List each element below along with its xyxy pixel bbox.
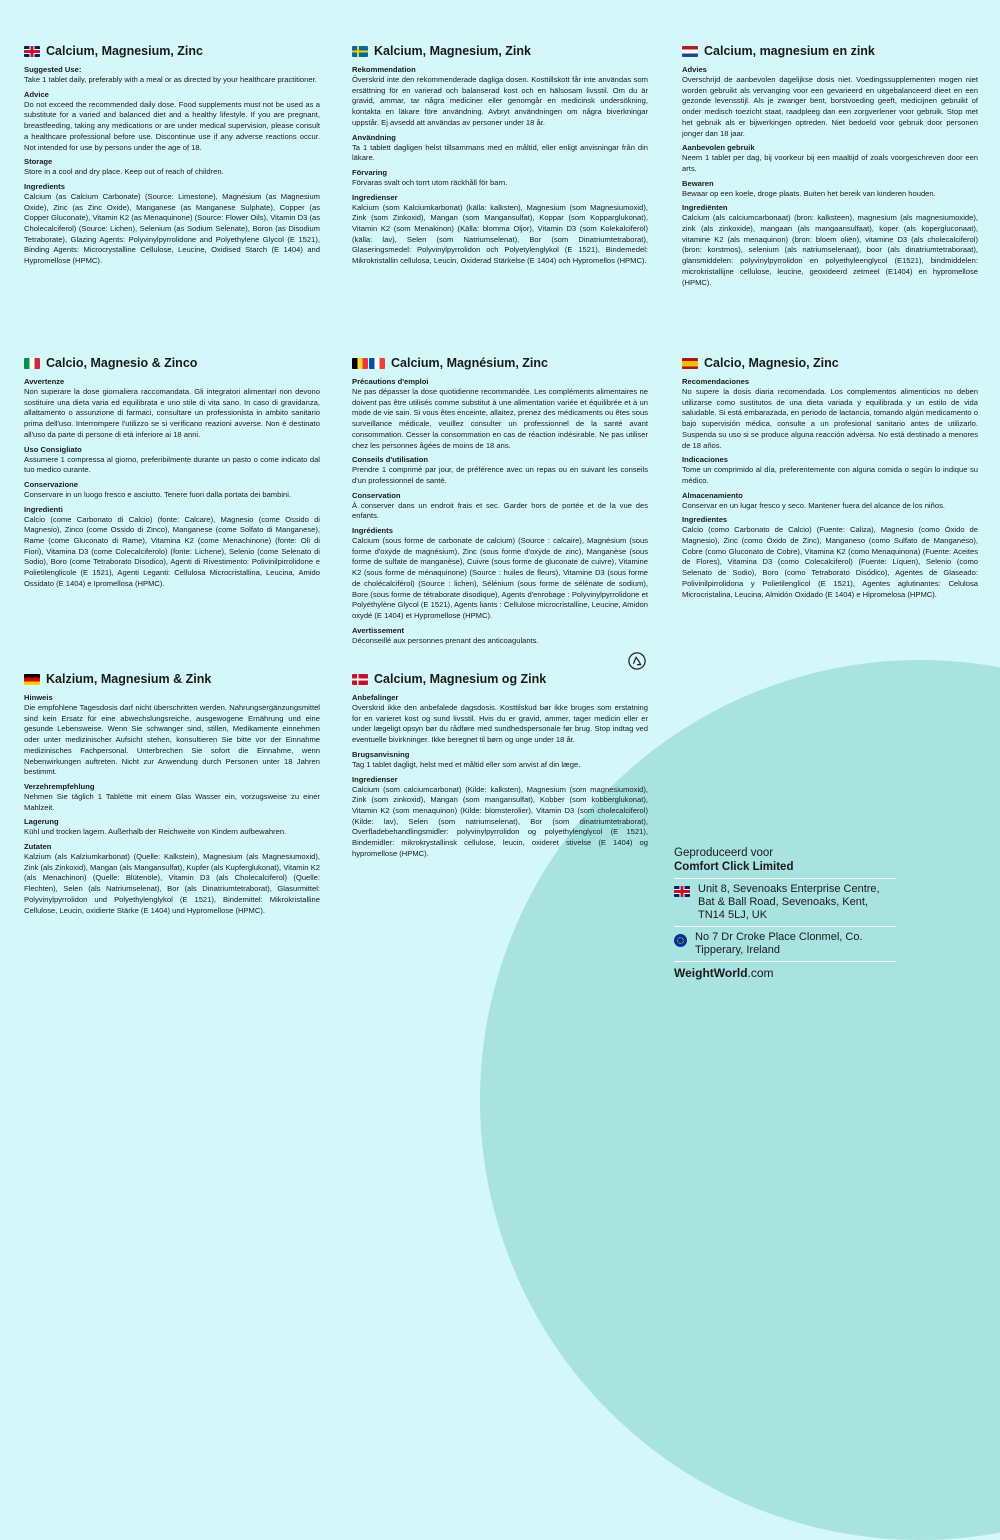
title-text: Calcium, Magnésium, Zinc (391, 356, 548, 370)
section-heading: Recomendaciones (682, 377, 750, 386)
germany-flag-icon (24, 674, 40, 685)
section-heading: Storage (24, 157, 53, 167)
denmark-flag-icon (352, 674, 368, 685)
section-body: No supere la dosis diaria recomendada. Los complementos alimenticios no deben utilizarse como sustitutos de una dieta variada y equilibrada y un estilo de vida saludable. Si está embarazada, en periodo de lactancia, tomando algún medicamento o bajo supervisión médica, consulte a un profesional sanitario antes de utilizarlo. Suspenda su uso si se produce alguna reacción adversa. No está destinado a menores de 18 años. (682, 387, 978, 450)
section-body: Kühl und trocken lagern. Außerhalb der Reichweite von Kindern aufbewahren. (24, 827, 287, 837)
section-body: Tome un comprimido al día, preferentemente con alguna comida o según lo indique su médico. (682, 465, 978, 485)
section-heading: Uso Consigliato (24, 444, 82, 454)
section-heading: Précautions d'emploi (352, 377, 429, 386)
section-heading: Avertissement (352, 625, 405, 635)
section-heading: Hinweis (24, 693, 53, 702)
address-uk-text: Unit 8, Sevenoaks Enterprise Centre, Bat & Ball Road, Sevenoaks, Kent, TN14 5LJ, UK (698, 883, 880, 921)
produced-for-label: Geproduceerd voor (674, 847, 774, 859)
section-heading: Bewaren (682, 178, 714, 188)
panel-italian (24, 356, 320, 590)
panel-german (24, 672, 320, 916)
manufacturer-footer (674, 846, 896, 980)
title-text: Calcio, Magnesio & Zinco (46, 356, 198, 370)
brand-bold: WeightWorld (674, 966, 748, 980)
uk-flag-icon (674, 886, 690, 897)
panel-french (352, 356, 648, 646)
section-heading: Anbefalinger (352, 693, 399, 702)
section-body: Bewaar op een koele, droge plaats. Buiten het bereik van kinderen houden. (682, 188, 936, 198)
section-heading: Conservation (352, 490, 401, 500)
belgium-flag-icon (352, 358, 368, 369)
section-body: Förvaras svalt och torrt utom räckhåll för barn. (352, 177, 508, 187)
section-body: Calcium (sous forme de carbonate de calcium) (Source : calcaire), Magnésium (sous forme d'oxyde de magnésium), Zinc (sous forme d'oxyde de zinc), Manganèse (sous forme de sulfate de manganèse), Cuivre (sous forme de gluconate de cuivre), Vitamine K2 (sous forme de ménaquinone) (Source : huiles de fleurs), Vitamine D3 (sous forme de cholécalciférol) (Source : lichen), Sélénium (sous forme de sélénate de sodium), Bore (sous forme de tétraborate disodique), Agents d'enrobage : Polyvinylpyrrolidone et Polyéthylène Glycol (E 1521), Agents liants : Cellulose microcristalline, Leucine, Amidon oxydé (E 1404) et Hypromellose (HPMC). (352, 536, 648, 620)
brand-rest: .com (747, 966, 774, 980)
address-ie (674, 926, 896, 961)
panel-danish (352, 672, 648, 859)
panel-title (352, 356, 648, 370)
section-heading: Indicaciones (682, 455, 729, 465)
section-body: Kalcium (som Kalciumkarbonat) (källa: kalksten), Magnesium (som Magnesiumoxid), Zink (som Zinkoxid), Mangan (som Mangansulfat), Koppar (som Kopparglukonat), Vitamin K2 (som Menakinon) (Källa: blomma Oljor), Vitamin D3 (som Kolekalciferol) (källa: lav), Selen (som Natriumselenat), Bor (som Dinatriumtetraborat), Glaseringsmedel: Polyvinylpyrrolidon och Polyetylenglykol (E 1521), Bindemedel: Mikrokristallin cellulosa, Leucin, Oxiderad Stärkelse (E 1404) och Hypromellos (HPMC). (352, 202, 648, 266)
section-heading: Conseils d'utilisation (352, 455, 429, 465)
recycling-icon (628, 652, 646, 670)
section-body: Calcium (as Calcium Carbonate) (Source: Limestone), Magnesium (as Magnesium Oxide), Zinc (as Zinc Oxide), Manganese (as Manganese Sulphate), Copper (as Copper Gluconate), Vitamin K2 (as Menaquinone) (Source: Flower Oils), Vitamin D3 (as Cholecalciferol) (Source: Lichen), Selenium (as Sodium Selenate), Boron (as Disodium Tetraborate), Glazing Agents: Polyvinylpyrrolidone and Polyethylene Glycol (E 1521), Binding Agents: Microcrystalline Cellulose, Leucine, Oxidised Starch (E 1404) and Hypromellose (HPMC). (24, 191, 320, 266)
section-body: Calcio (come Carbonato di Calcio) (fonte: Calcare), Magnesio (come Ossido di Magnesio), Zinco (come Ossido di Zinco), Manganese (come Solfato di Manganese), Rame (come Gluconato di Rame), Vitamina K2 (come Menachinone) (fonte: Oli di Fiori), Vitamina D3 (come Colecalciferolo) (fonte: Lichene), Selenio (come Selenato di Sodio), Boro (come Tetraborato Disodico), Agenti di Rivestimento: Polivinilpirrolidone e Polietilenglicole (E 1521), Agenti Leganti: Cellulosa Microcristallina, Leucina, Amido Ossidato (E 1404) e Ipromellosa (HPMC). (24, 514, 320, 588)
section-body: Conservar en un lugar fresco y seco. Mantener fuera del alcance de los niños. (682, 500, 945, 510)
section-heading: Ingredients (24, 181, 65, 191)
section-body: Die empfohlene Tagesdosis darf nicht überschritten werden. Nahrungsergänzungsmittel sind kein Ersatz für eine abwechslungsreiche, ausgewogene Ernährung und eine gesunde Lebensweise. Wenn Sie schwanger sind, stillen, Medikamente einnehmen oder unter medizinischer Aufsicht stehen, konsultieren Sie bitte vor der Einnahme medizinisches Fachpersonal. Unterbrechen Sie sofort die Einnahme, wenn Nebenwirkungen auftreten. Nicht zur Anwendung durch Personen unter 18 Jahren bestimmt. (24, 703, 320, 777)
brand-website (674, 961, 896, 980)
panel-english (24, 44, 320, 267)
section-heading: Ingredienti (24, 504, 63, 514)
section-heading: Conservazione (24, 479, 79, 489)
section-body: Déconseillé aux personnes prenant des anticoagulants. (352, 635, 539, 645)
panel-title (24, 356, 320, 370)
title-text: Calcio, Magnesio, Zinc (704, 356, 839, 370)
section-heading: Zutaten (24, 842, 52, 852)
panel-title (352, 44, 648, 58)
section-body: Assumere 1 compressa al giorno, preferibilmente durante un pasto o come indicato dal tuo medico curante. (24, 454, 320, 475)
panel-title (682, 44, 978, 58)
section-body: Store in a cool and dry place. Keep out of reach of children. (24, 167, 224, 177)
section-body: Calcium (als calciumcarbonaat) (bron: kalksteen), magnesium (als magnesiumoxide), zink (als zinkoxide), mangaan (als mangaansulfaat), koper (als kopergluconaat), vitamine K2 (als menaquinon) (bron: bloem oliën), vitamine D3 (als cholecalciferol) (bron: korstmos), selenium (als natriumselenaat), boor (als dinatriumtetraboraat), glansmiddelen: polyvinylpyrrolidon en polyethyleenglycol (E1521), bindmiddelen: microkristallijne cellulose, leucine, geoxideerd zetmeel (E1404) en hypromellose (HPMC). (682, 213, 978, 287)
title-text: Kalcium, Magnesium, Zink (374, 44, 531, 58)
title-text: Calcium, Magnesium og Zink (374, 672, 547, 686)
panel-spanish (682, 356, 978, 600)
section-body: Overschrijd de aanbevolen dagelijkse dosis niet. Voedingssupplementen mogen niet worden gebruikt als vervanging voor een gevarieerd en uitgebalanceerd dieet en een gezonde levensstijl. Als je zwanger bent, borstvoeding geeft, medicijnen gebruikt of onder medisch toezicht staat, raadpleeg dan een zorgverlener voor gebruik. Stop met het gebruik als er bijwerkingen optreden. Niet bedoeld voor gebruik door personen jonger dan 18 jaar. (682, 75, 978, 138)
section-heading: Förvaring (352, 167, 388, 177)
section-heading: Ingrédients (352, 526, 393, 536)
uk-flag-icon (24, 46, 40, 57)
section-body: Neem 1 tablet per dag, bij voorkeur bij een maaltijd of zoals voorgeschreven door een arts. (682, 153, 978, 173)
section-heading: Ingredienser (352, 192, 398, 202)
section-heading: Avvertenze (24, 377, 65, 386)
section-body: Prendre 1 comprimé par jour, de préférence avec un repas ou en suivant les conseils d'un professionnel de santé. (352, 465, 648, 485)
section-heading: Advies (682, 65, 707, 74)
section-heading: Aanbevolen gebruik (682, 143, 755, 153)
italy-flag-icon (24, 358, 40, 369)
section-body: Tag 1 tablet dagligt, helst med et måltid eller som anvist af din læge. (352, 759, 581, 769)
section-heading: Lagerung (24, 817, 59, 827)
panel-dutch (682, 44, 978, 288)
section-heading: Ingrediënten (682, 203, 728, 213)
section-body: Ta 1 tablett dagligen helst tillsammans med en måltid, eller enligt anvisningar från din läkare. (352, 142, 648, 163)
section-body: Take 1 tablet daily, preferably with a meal or as directed by your healthcare practitioner. (24, 75, 317, 84)
section-heading: Ingredienser (352, 774, 398, 784)
section-body: Do not exceed the recommended daily dose. Food supplements must not be used as a substitute for a varied and balanced diet and a healthy lifestyle. If you are pregnant, breastfeeding, taking any medications or are under medical supervision, please consult a healthcare professional before use. Discontinue use if any adverse reactions occur. Not intended for use by persons under the age of 18. (24, 99, 320, 152)
panel-title (24, 44, 320, 58)
title-text: Kalzium, Magnesium & Zink (46, 672, 212, 686)
spain-flag-icon (682, 358, 698, 369)
panel-title (682, 356, 978, 370)
section-body: Calcio (como Carbonato de Calcio) (Fuente: Caliza), Magnesio (como Óxido de Magnesio), Zinc (como Óxido de Zinc), Manganeso (como Sulfato de Manganeso), Cobre (como Gluconato de Cobre), Vitamina K2 (como Menaquinona) (Fuente: Aceites de Flores), Vitamina D3 (como Colecalciferol) (Fuente: Líquen), Selenio (como Selenato de Sodio), Boro (como Tetraborato Disódico), Agentes de Glaseado: Polivinilpirrolidona y Polietilenglicol (E 1521), Agentes aglutinantes: Celulosa Microcristalina, Leucina, Almidón Oxidado (E 1404) e Hipromelosa (HPMC). (682, 525, 978, 599)
section-body: Överskrid inte den rekommenderade dagliga dosen. Kosttillskott får inte användas som ersättning för en varierad och balanserad kost och en hälsosam livsstil. Om du är gravid, ammar, tar några mediciner eller genomgår en medicinsk undersökning, kontakta en läkare före användning. Avbryt användningen om några biverkningar uppstår. Ej avsedd att användas av personer under 18 år. (352, 75, 648, 127)
address-ie-text: No 7 Dr Croke Place Clonmel, Co. Tipperary, Ireland (695, 931, 863, 956)
section-body: Ne pas dépasser la dose quotidienne recommandée. Les compléments alimentaires ne doivent pas être utilisés comme substitut à une alimentation variée et équilibrée et à un mode de vie sain. Si vous êtes enceinte, allaitez, prenez des médicaments ou êtes sous surveillance médicale, veuillez consulter un professionnel de la santé avant consommation. Cesser la consommation en cas de réaction indésirable. Ne pas utiliser chez les personnes âgées de moins de 18 ans. (352, 387, 648, 450)
section-heading: Almacenamiento (682, 490, 743, 500)
section-heading: Rekommendation (352, 65, 416, 74)
company-name: Comfort Click Limited (674, 861, 794, 873)
sweden-flag-icon (352, 46, 368, 57)
section-body: Kalzium (als Kalziumkarbonat) (Quelle: Kalkstein), Magnesium (als Magnesiumoxid), Zink (als Zinkoxid), Mangan (als Mangansulfat), Kupfer (als Kupferglukonat), Vitamin K2 (als Menachinon) (Quelle: Blütenöle), Vitamin D3 (als Cholecalciferol) (Quelle: Flechten), Selen (als Natriumselenat), Bor (als Dinatriumtetraborat), Glasurmittel: Polyvinylpyrrolidon und Polyethylenglykol (E 1521), Bindemittel: Mikrokristalline Cellulose, Leucin, oxidierte Stärke (E 1404) und Hypromellose (HPMC). (24, 852, 320, 915)
address-uk (674, 878, 896, 926)
title-text: Calcium, Magnesium, Zinc (46, 44, 203, 58)
section-body: Overskrid ikke den anbefalede dagsdosis. Kosttilskud bør ikke bruges som erstatning for en varieret kost og sund livsstil. Hvis du er gravid, ammer, tager medicin eller er under lægeligt opsyn bør du rådføre med sundhedspersonale før brug. Stop indtag ved eventuelle bivirkninger. Ikke beregnet til børn og unge under 18 år. (352, 703, 648, 745)
panel-swedish (352, 44, 648, 267)
title-text: Calcium, magnesium en zink (704, 44, 875, 58)
section-heading: Användning (352, 132, 396, 142)
section-heading: Verzehrempfehlung (24, 781, 95, 791)
netherlands-flag-icon (682, 46, 698, 57)
section-heading: Brugsanvisning (352, 749, 410, 759)
section-heading: Advice (24, 89, 49, 99)
eu-flag-icon (674, 934, 687, 947)
section-body: Calcium (som calciumcarbonat) (Kilde: kalksten), Magnesium (som magnesiumoxid), Zink (som zinkoxid), Mangan (som mangansulfat), Kobber (som kobberglukonat), Vitamin K2 (som menaquinon) (Kilde: blomsterolier), Vitamin D3 (som cholecalciferol) (Kilde: lav), Selen (som natriumselenat), Bor (som dinatriumtetraborat), Overfladebehandlingsmidler: polyvinylpyrrolidon og polyethylenglycol (E 1521), Bindemidler: mikrokrystallinsk cellulose, leucin, oxideret stivelse (E 1404) og hypromellose (HPMC). (352, 784, 648, 858)
section-body: Nehmen Sie täglich 1 Tablette mit einem Glas Wasser ein, vorzugsweise zu einer Mahlzeit. (24, 791, 320, 812)
section-body: Non superare la dose giornaliera raccomandata. Gli integratori alimentari non devono sostituire una dieta varia ed equilibrata e uno stile di vita sano. In caso di gravidanza, allattamento o assunzione di farmaci, consultare un professionista in ambito sanitario prima dell'uso. Interrompere l'utilizzo se si verificano reazioni avverse. Non è destinato all'uso da parte di persone di età inferiore ai 18 anni. (24, 387, 320, 439)
section-heading: Suggested Use: (24, 65, 82, 74)
panel-title (24, 672, 320, 686)
section-body: À conserver dans un endroit frais et sec. Garder hors de portée et de la vue des enfants. (352, 500, 648, 521)
section-heading: Ingredientes (682, 515, 728, 525)
france-flag-icon (369, 358, 385, 369)
panel-title (352, 672, 648, 686)
section-body: Conservare in un luogo fresco e asciutto. Tenere fuori dalla portata dei bambini. (24, 489, 292, 499)
